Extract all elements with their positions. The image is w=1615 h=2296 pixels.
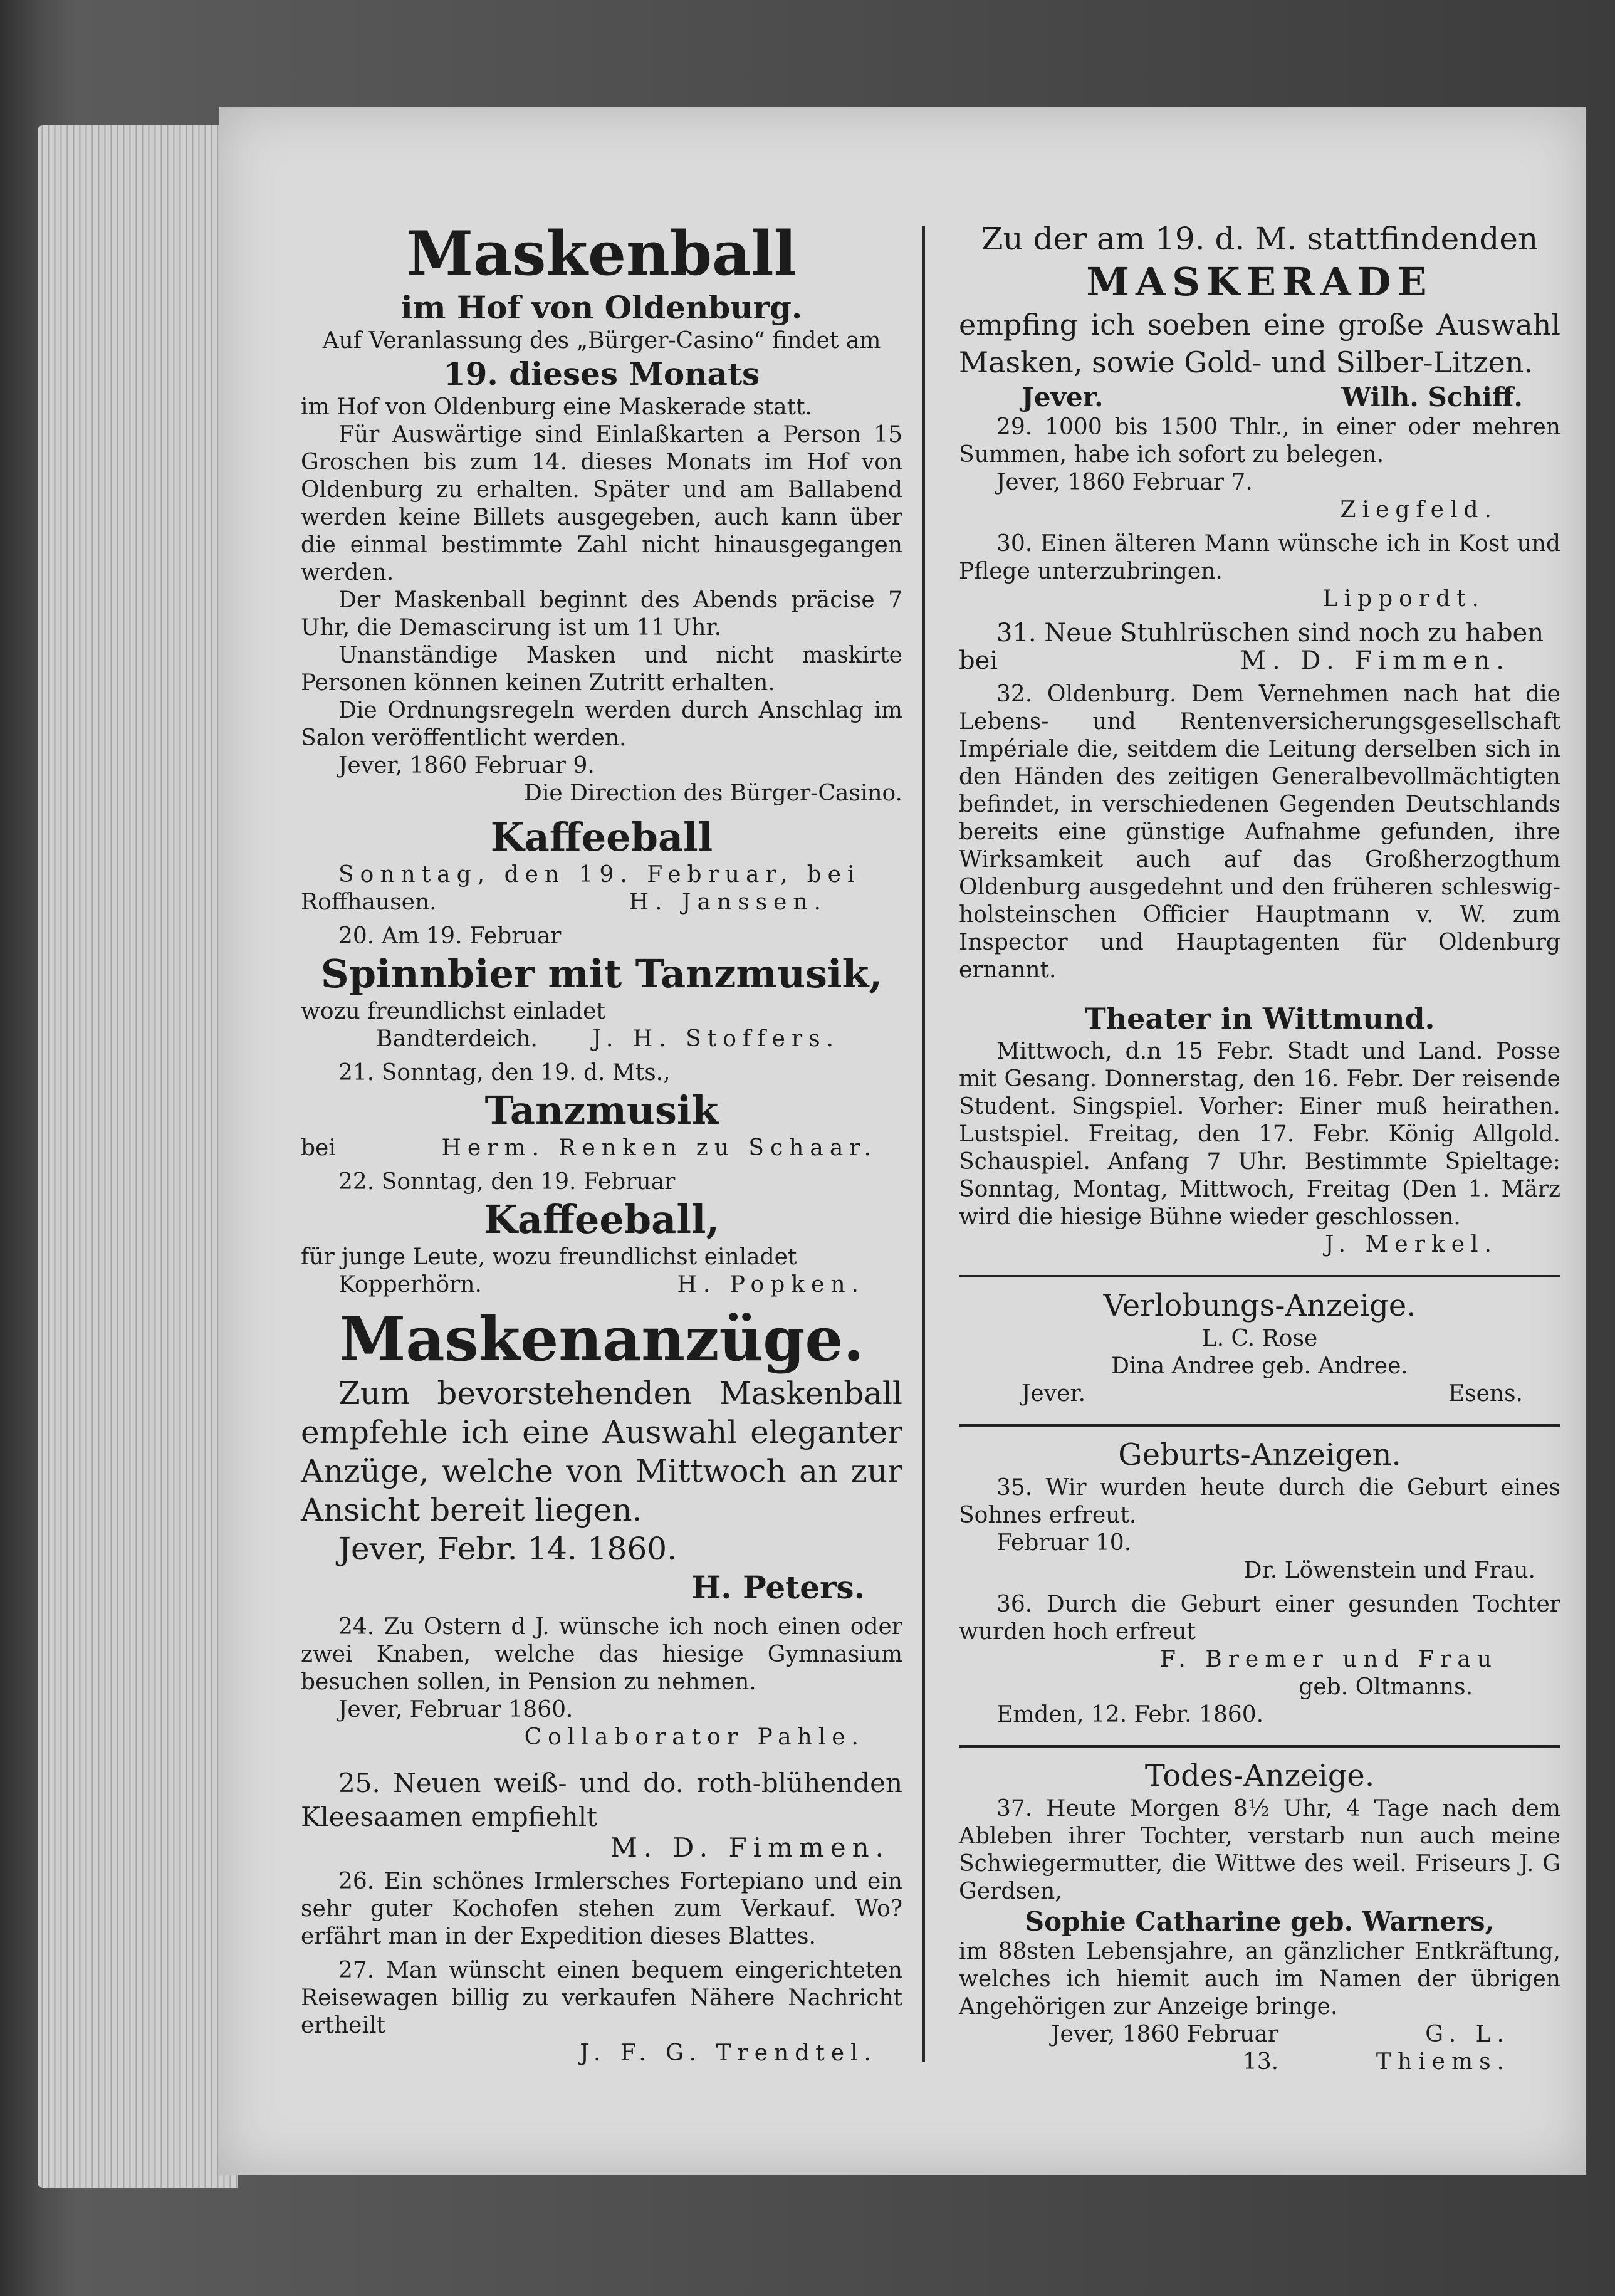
ad24-dateline: Jever, Februar 1860. bbox=[338, 1697, 573, 1722]
theater-name: J. Merkel. bbox=[1325, 1232, 1498, 1257]
maskenball-signature: Die Direction des Bürger-Casino. bbox=[524, 780, 902, 806]
ad27-name: J. F. G. Trendtel. bbox=[580, 2040, 877, 2066]
section-rule bbox=[959, 1275, 1560, 1277]
ad22-line: 22. Sonntag, den 19. Februar bbox=[338, 1169, 676, 1195]
verlobung-name2: Dina Andree geb. Andree. bbox=[1111, 1353, 1408, 1379]
verlobung-place1: Jever. bbox=[1022, 1381, 1086, 1407]
ad31-text: 31. Neue Stuhlrüschen sind noch zu haben bbox=[996, 619, 1544, 647]
ad37-signature: G. L. Thiems. bbox=[1376, 2021, 1510, 2075]
ad37-text: 37. Heute Morgen 8½ Uhr, 4 Tage nach dem Ableben ihrer Tochter, verstarb nun auch meine Schwiegermutter, die Wittwe des weil. Friseurs J. G Gerdsen, bbox=[959, 1796, 1560, 1904]
newspaper-page bbox=[219, 107, 1586, 2175]
verlobung-places bbox=[959, 1380, 1560, 1408]
ad21-name: Herm. Renken zu Schaar. bbox=[441, 1135, 877, 1161]
ad21-bei: bei bbox=[301, 1135, 336, 1161]
section-rule bbox=[959, 1745, 1560, 1748]
kaffeeball-place: Roffhausen. bbox=[301, 889, 437, 915]
ad35-name: Dr. Löwenstein und Frau. bbox=[1243, 1558, 1535, 1583]
ad20-place: Bandterdeich. bbox=[376, 1026, 538, 1052]
maskerade-name: Wilh. Schiff. bbox=[1341, 382, 1523, 412]
maskenball-dateline: Jever, 1860 Februar 9. bbox=[338, 753, 595, 778]
verlobung-place2: Esens. bbox=[1448, 1381, 1523, 1407]
maskenball-paragraph: Für Auswärtige sind Einlaßkarten a Person 15 Groschen bis zum 14. dieses Monats im Hof von Oldenburg zu erhalten. Später und am Ballabend werden keine Billets ausgegeben, auch kann über die einmal bestimmte Zahl nicht hinausgegangen werden. bbox=[301, 422, 902, 585]
ad37-name: Sophie Catharine geb. Warners, bbox=[1025, 1906, 1495, 1937]
ad21-signoff bbox=[301, 1135, 902, 1162]
kaffeeball-name: H. Janssen. bbox=[629, 889, 827, 915]
maskenanzuege-name: H. Peters. bbox=[691, 1569, 865, 1606]
maskerade-signoff bbox=[959, 381, 1560, 414]
maskenball-venue: im Hof von Oldenburg. bbox=[400, 289, 803, 326]
ad35-date: Februar 10. bbox=[996, 1530, 1132, 1556]
ad24-text: 24. Zu Ostern d J. wünsche ich noch einen oder zwei Knaben, welche das hiesige Gymnasium besuchen sollen, in Pension zu nehmen. bbox=[301, 1614, 902, 1695]
ad20-line: 20. Am 19. Februar bbox=[338, 923, 562, 949]
kaffeeball-line: Sonntag, den 19. Februar, bei bbox=[338, 862, 861, 888]
ad22-name: H. Popken. bbox=[677, 1272, 865, 1297]
column-divider bbox=[922, 226, 925, 2062]
book-page-edges bbox=[38, 125, 238, 2188]
ad37-signoff bbox=[959, 2021, 1560, 2076]
maskenball-paragraph: Der Maskenball beginnt des Abends präcise 7 Uhr, die Demascirung ist um 11 Uhr. bbox=[301, 587, 902, 641]
ad20-title: Spinnbier mit Tanzmusik, bbox=[320, 951, 883, 997]
ad24-name: Collaborator Pahle. bbox=[524, 1724, 865, 1750]
ad20-name: J. H. Stoffers. bbox=[592, 1026, 840, 1052]
ad32-text: 32. Oldenburg. Dem Vernehmen nach hat die Lebens- und Rentenversicherungsgesellschaft Impériale die, seitdem die Leitung derselben sich in den Händen des zeitigen Generalbevollmächtigten befindet, in verschiedenen Gegenden Deutschlands bereits eine günstige Aufnahme gefunden, ihre Wirksamkeit auch auf das Großherzogthum Oldenburg ausgedehnt und den früheren schleswig-holsteinschen Officier Hauptmann v. W. zum Inspector und Hauptagenten für Oldenburg ernannt. bbox=[959, 681, 1560, 983]
ad25-name: M. D. Fimmen. bbox=[610, 1832, 890, 1863]
ad31-name: M. D. Fimmen. bbox=[1240, 646, 1510, 675]
ad37-dateline: Jever, 1860 Februar 13. bbox=[1051, 2021, 1279, 2075]
verlobung-title: Verlobungs-Anzeige. bbox=[1103, 1288, 1416, 1323]
maskenball-paragraph: Die Ordnungsregeln werden durch Anschlag im Salon veröffentlicht werden. bbox=[301, 698, 902, 751]
ad21-title: Tanzmusik bbox=[484, 1088, 719, 1133]
left-column bbox=[301, 219, 902, 2067]
maskerade-title: MASKERADE bbox=[1086, 259, 1433, 305]
ad20-signoff bbox=[301, 1025, 902, 1053]
ad26-text: 26. Ein schönes Irmlersches Fortepiano und ein sehr guter Kochofen stehen zum Verkauf. Wo? erfährt man in der Expedition dieses Blattes. bbox=[301, 1869, 902, 1949]
ad22-title: Kaffeeball, bbox=[483, 1197, 720, 1242]
maskenball-title: Maskenball bbox=[406, 218, 797, 289]
maskenball-date: 19. dieses Monats bbox=[443, 355, 760, 392]
ad29-dateline: Jever, 1860 Februar 7. bbox=[996, 469, 1253, 495]
ad22-signoff bbox=[301, 1271, 902, 1299]
ad30-name: Lippordt. bbox=[1322, 586, 1485, 612]
maskenball-paragraph: im Hof von Oldenburg eine Maskerade statt. bbox=[301, 394, 812, 420]
ad36-name2: geb. Oltmanns. bbox=[1299, 1674, 1473, 1700]
ad35-text: 35. Wir wurden heute durch die Geburt eines Sohnes erfreut. bbox=[959, 1475, 1560, 1528]
ad29-text: 29. 1000 bis 1500 Thlr., in einer oder mehren Summen, habe ich sofort zu belegen. bbox=[959, 414, 1560, 468]
ad37-text2: im 88sten Lebensjahre, an gänzlicher Entkräftung, welches ich hiemit auch im Namen der übrigen Angehörigen zur Anzeige bringe. bbox=[959, 1939, 1560, 2020]
ad25-text: 25. Neuen weiß- und do. roth-blühenden Kleesaamen empfiehlt bbox=[301, 1768, 902, 1832]
ad31-signoff bbox=[959, 647, 1560, 674]
right-column bbox=[959, 219, 1560, 2076]
geburt-title: Geburts-Anzeigen. bbox=[1118, 1437, 1401, 1472]
maskenball-paragraph: Unanständige Masken und nicht maskirte Personen können keinen Zutritt erhalten. bbox=[301, 642, 902, 696]
ad36-text: 36. Durch die Geburt einer gesunden Tochter wurden hoch erfreut bbox=[959, 1591, 1560, 1645]
maskerade-text: empfing ich soeben eine große Auswahl Masken, sowie Gold- und Silber-Litzen. bbox=[959, 308, 1560, 379]
ad29-name: Ziegfeld. bbox=[1340, 497, 1498, 523]
ad31-bei: bei bbox=[959, 646, 998, 675]
ad20-invite: wozu freundlichst einladet bbox=[301, 999, 605, 1024]
maskenanzuege-text: Zum bevorstehenden Maskenball empfehle ich eine Auswahl eleganter Anzüge, welche von Mittwoch an zur Ansicht bereit liegen. bbox=[301, 1375, 902, 1528]
ad22-text: für junge Leute, wozu freundlichst einladet bbox=[301, 1244, 797, 1270]
section-rule bbox=[959, 1424, 1560, 1427]
theater-title: Theater in Wittmund. bbox=[1084, 1002, 1435, 1035]
theater-text: Mittwoch, d.n 15 Febr. Stadt und Land. Posse mit Gesang. Donnerstag, den 16. Febr. Der reisende Student. Singspiel. Vorher: Einer muß heirathen. Lustspiel. Freitag, den 17. Febr. König Allgold. Schauspiel. Anfang 7 Uhr. Bestimmte Spieltage: Sonntag, Montag, Mittwoch, Freitag (Den 1. März wird die hiesige Bühne wieder geschlossen. bbox=[959, 1039, 1560, 1230]
verlobung-name1: L. C. Rose bbox=[1201, 1326, 1318, 1351]
maskerade-place: Jever. bbox=[1022, 382, 1104, 412]
ad36-name1: F. Bremer und Frau bbox=[1159, 1647, 1498, 1672]
ad30-text: 30. Einen älteren Mann wünsche ich in Kost und Pflege unterzubringen. bbox=[959, 531, 1560, 584]
todes-title: Todes-Anzeige. bbox=[1144, 1758, 1375, 1793]
maskenball-intro: Auf Veranlassung des „Bürger-Casino“ findet am bbox=[322, 328, 881, 354]
ad21-line: 21. Sonntag, den 19. d. Mts., bbox=[338, 1060, 671, 1086]
kaffeeball-signoff bbox=[301, 889, 902, 916]
maskenanzuege-dateline: Jever, Febr. 14. 1860. bbox=[338, 1531, 677, 1567]
ad27-text: 27. Man wünscht einen bequem eingerichteten Reisewagen billig zu verkaufen Nähere Nachricht ertheilt bbox=[301, 1958, 902, 2038]
ad36-dateline: Emden, 12. Febr. 1860. bbox=[996, 1702, 1264, 1727]
maskenanzuege-title: Maskenanzüge. bbox=[339, 1304, 864, 1375]
ad22-place: Kopperhörn. bbox=[338, 1272, 482, 1297]
maskerade-intro: Zu der am 19. d. M. stattfindenden bbox=[981, 221, 1539, 257]
kaffeeball-title: Kaffeeball bbox=[490, 814, 713, 860]
